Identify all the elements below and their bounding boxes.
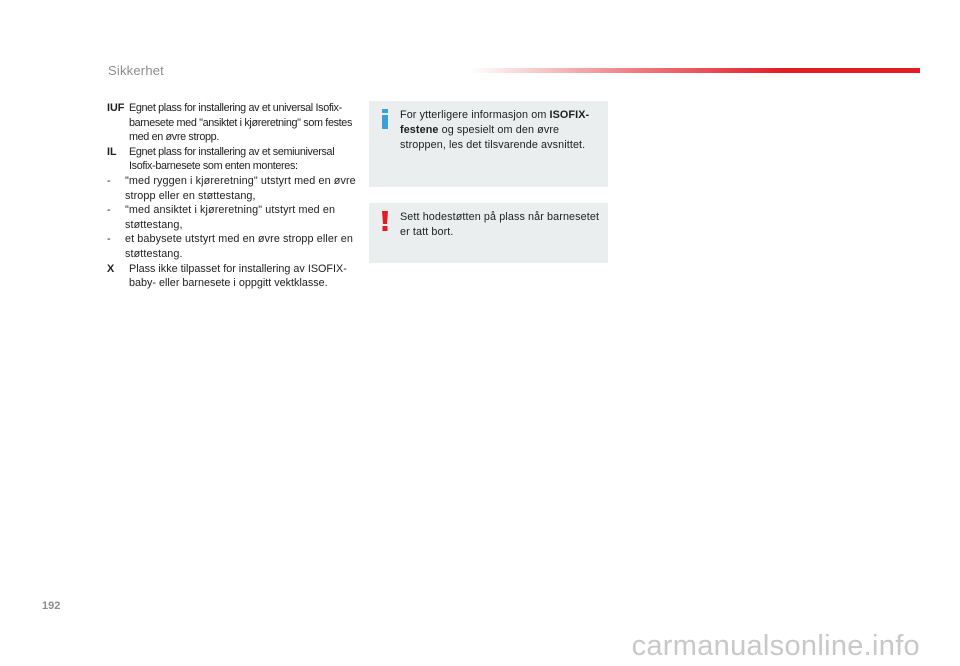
- legend-entry-x: [107, 262, 357, 291]
- list-item-text: "med ansiktet i kjøreretning" utstyrt med en støttestang,: [125, 204, 336, 231]
- legend-entry-il: [107, 145, 357, 174]
- legend-code: IUF: [107, 102, 125, 114]
- list-item-text: "med ryggen i kjøreretning" utstyrt med en øvre stropp eller en støttestang,: [125, 174, 356, 202]
- info-icon: [379, 109, 391, 129]
- warning-text: Sett hodestøtten på plass når barnesetet er tatt bort.: [400, 211, 600, 238]
- info-text-part: og spesielt om den øvre stroppen, les det tilsvarende avsnittet.: [400, 124, 586, 151]
- il-options-list: [107, 174, 357, 262]
- warning-box: [369, 203, 608, 263]
- header-accent-line: [470, 68, 920, 73]
- info-box: [369, 101, 608, 187]
- info-text: [400, 108, 600, 153]
- page-number: 192: [42, 600, 61, 612]
- legend-description: Plass ikke tilpasset for installering av ISOFIX-baby- eller barnesete i oppgitt vektklasse.: [129, 262, 347, 290]
- exclamation-icon: [379, 211, 391, 231]
- legend-column: [107, 101, 357, 291]
- watermark: carmanualsonline.info: [631, 630, 920, 662]
- list-item: [107, 232, 357, 261]
- list-item-text: et babysete utstyrt med en øvre stropp eller en støttestang.: [125, 233, 353, 260]
- list-dash: -: [107, 204, 111, 217]
- legend-code: X: [107, 262, 115, 275]
- list-dash: -: [107, 174, 111, 187]
- list-item: [107, 174, 357, 203]
- section-title: Sikkerhet: [108, 63, 164, 78]
- legend-entry-iuf: [107, 101, 357, 145]
- legend-description: Egnet plass for installering av et universal Isofix-barnesete med "ansiktet i kjøreretning" som festes med en øvre stropp.: [129, 102, 353, 144]
- legend-code: IL: [107, 145, 117, 158]
- legend-description: Egnet plass for installering av et semiuniversal Isofix-barnesete som enten monteres:: [129, 145, 335, 173]
- list-item: [107, 203, 357, 232]
- list-dash: -: [107, 233, 111, 246]
- info-text-part: For ytterligere informasjon om: [400, 109, 550, 121]
- info-text-bold: ISOFIX-festene: [400, 109, 590, 136]
